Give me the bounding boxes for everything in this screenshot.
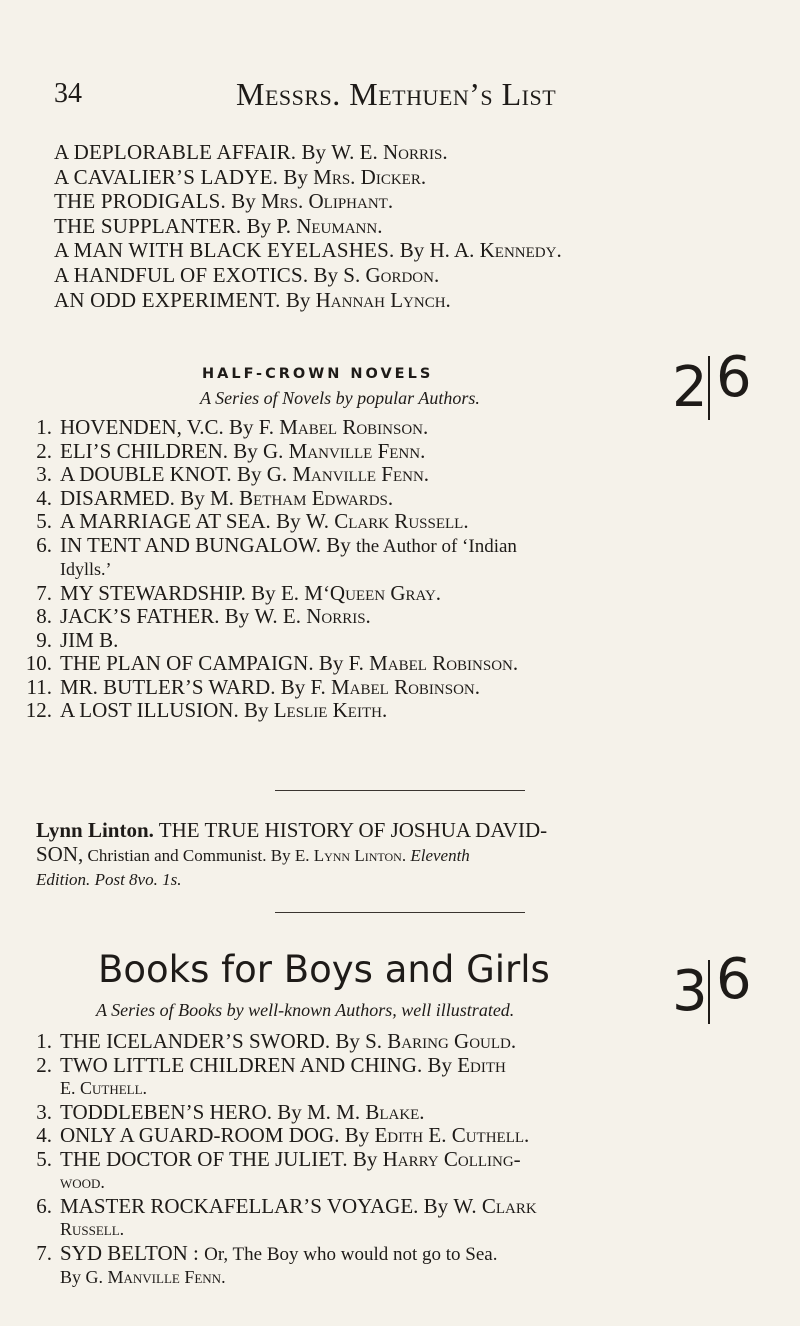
list-item: 3. TODDLEBEN’S HERO. By M. M. Blake.	[36, 1099, 425, 1124]
price-pence: 6	[716, 947, 752, 1012]
list-item: 9. JIM B.	[36, 627, 119, 652]
books-list	[20, 1030, 780, 1290]
list-item: 2. ELI’S CHILDREN. By G. Manville Fenn.	[36, 438, 426, 463]
list-item: 1. THE ICELANDER’S SWORD. By S. Baring Gould.	[36, 1029, 517, 1053]
lynn-linton-entry: Lynn Linton. THE TRUE HISTORY OF JOSHUA DAVID- SON, Christian and Communist. By E. Lynn Linton. Eleventh Edition. Post 8vo. 1s.	[36, 818, 548, 889]
list-item: A HANDFUL OF EXOTICS. By S. Gordon.	[54, 262, 440, 287]
books-heading: Books for Boys and Girls	[98, 948, 550, 991]
list-item: A CAVALIER’S LADYE. By Mrs. Dicker.	[54, 164, 427, 189]
books-subtitle: A Series of Books by well-known Authors, well illustrated.	[96, 1000, 515, 1020]
half-crown-subtitle: A Series of Novels by popular Authors.	[200, 388, 480, 408]
page-number: 34	[54, 78, 82, 109]
list-item: 4. ONLY A GUARD-ROOM DOG. By Edith E. Cuthell.	[36, 1123, 530, 1147]
price-shillings: 2	[672, 355, 708, 420]
list-item: 12. A LOST ILLUSION. By Leslie Keith.	[25, 698, 388, 722]
list-item: 4. DISARMED. By M. Betham Edwards.	[36, 485, 394, 510]
top-book-list	[54, 140, 774, 312]
list-item: THE SUPPLANTER. By P. Neumann.	[54, 213, 383, 238]
section-divider	[275, 912, 525, 913]
list-item: A DEPLORABLE AFFAIR. By W. E. Norris.	[54, 140, 448, 164]
list-item: 11. MR. BUTLER’S WARD. By F. Mabel Robinson.	[26, 674, 480, 699]
half-crown-list	[20, 416, 780, 723]
list-item: 6. MASTER ROCKAFELLAR’S VOYAGE. By W. Clark Russell.	[36, 1193, 537, 1239]
list-item: 1. HOVENDEN, V.C. By F. Mabel Robinson.	[36, 415, 429, 439]
list-item: 3. A DOUBLE KNOT. By G. Manville Fenn.	[36, 462, 430, 486]
list-item: 2. TWO LITTLE CHILDREN AND CHING. By Edith E. Cuthell.	[36, 1052, 506, 1098]
half-crown-heading: HALF-CROWN NOVELS	[202, 366, 434, 382]
price-divider	[708, 356, 710, 420]
list-item: THE PRODIGALS. By Mrs. Oliphant.	[54, 189, 394, 214]
list-item: A MAN WITH BLACK EYELASHES. By H. A. Kennedy.	[54, 238, 562, 263]
price-divider	[708, 960, 710, 1024]
list-item: 5. A MARRIAGE AT SEA. By W. Clark Russell.	[36, 509, 469, 533]
list-item: 7. MY STEWARDSHIP. By E. M‘Queen Gray.	[36, 580, 442, 605]
list-item: 8. JACK’S FATHER. By W. E. Norris.	[36, 604, 371, 628]
section-divider	[275, 790, 525, 791]
price-pence: 6	[716, 345, 752, 410]
list-item: AN ODD EXPERIMENT. By Hannah Lynch.	[54, 287, 451, 312]
running-head: Messrs. Methuen’s List	[236, 76, 557, 112]
list-item: 7. SYD BELTON : Or, The Boy who would not go to Sea. By G. Manville Fenn.	[36, 1240, 498, 1287]
list-item: 6. IN TENT AND BUNGALOW. By the Author of ‘Indian Idylls.’	[36, 532, 517, 579]
page-header	[0, 72, 800, 122]
list-item: 5. THE DOCTOR OF THE JULIET. By Harry Colling- wood.	[36, 1146, 521, 1192]
list-item: 10. THE PLAN OF CAMPAIGN. By F. Mabel Robinson.	[25, 651, 519, 675]
price-shillings: 3	[672, 959, 708, 1024]
